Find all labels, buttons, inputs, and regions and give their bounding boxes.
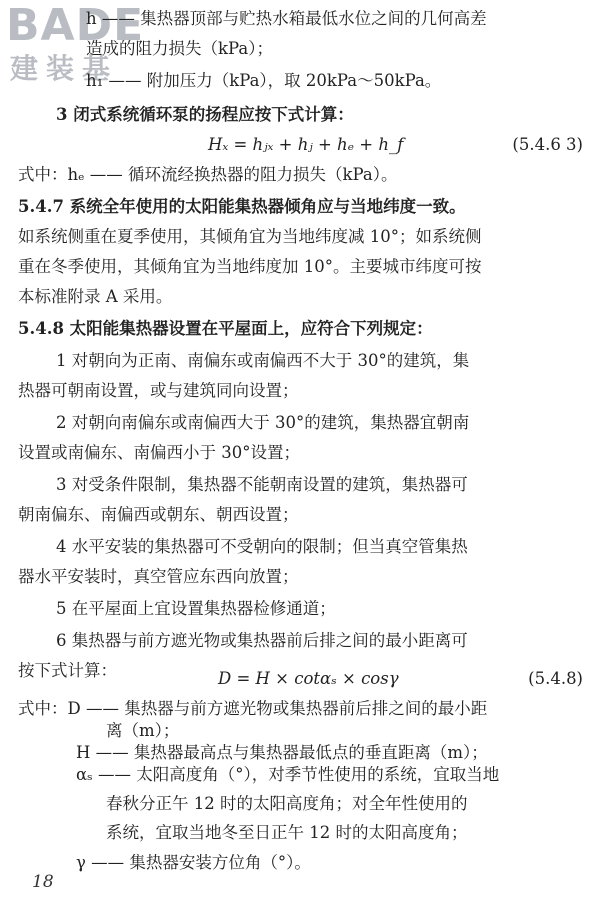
text-line: 器水平安装时，真空管应东西向放置；	[18, 567, 299, 586]
text-line: 朝南偏东、南偏西或朝东、朝西设置；	[18, 505, 299, 524]
text-line: 造成的阻力损失（kPa）；	[86, 39, 273, 58]
text-line: 本标准附录 A 采用。	[18, 287, 173, 306]
text-line: 3 对受条件限制，集热器不能朝南设置的建筑，集热器可	[56, 475, 468, 494]
text-line: 设置或南偏东、南偏西小于 30°设置；	[18, 443, 300, 462]
watermark-latin-text: BADE	[6, 0, 145, 51]
text-line: 按下式计算：	[18, 661, 117, 680]
clause-heading: 5.4.7 系统全年使用的太阳能集热器倾角应与当地纬度一致。	[18, 197, 466, 216]
text-line: 4 水平安装的集热器可不受朝向的限制；但当真空管集热	[56, 537, 468, 556]
page-number: 18	[32, 872, 54, 892]
text-line: 6 集热器与前方遮光物或集热器前后排之间的最小距离可	[56, 631, 468, 650]
text-line: 离（m）；	[106, 721, 180, 740]
text-line: 2 对朝向南偏东或南偏西大于 30°的建筑，集热器宜朝南	[56, 413, 470, 432]
text-line: γ —— 集热器安装方位角（°）。	[76, 853, 311, 872]
text-line: 系统，宜取当地冬至日正午 12 时的太阳高度角；	[106, 823, 468, 842]
text-line: 3 闭式系统循环泵的扬程应按下式计算：	[56, 105, 354, 124]
clause-heading: 5.4.8 太阳能集热器设置在平屋面上，应符合下列规定：	[18, 319, 433, 338]
text-line: 5 在平屋面上宜设置集热器检修通道；	[56, 599, 336, 618]
text-line: 式中：hₑ —— 循环流经换热器的阻力损失（kPa）。	[18, 165, 398, 184]
text-line: h₁ —— 附加压力（kPa），取 20kPa～50kPa。	[86, 71, 442, 90]
text-line: αₛ —— 太阳高度角（°），对季节性使用的系统，宜取当地	[76, 765, 500, 784]
text-line: 1 对朝向为正南、南偏东或南偏西不大于 30°的建筑，集	[56, 351, 470, 370]
text-line: 如系统侧重在夏季使用，其倾角宜为当地纬度减 10°；如系统侧	[18, 227, 482, 246]
text-line: h —— 集热器顶部与贮热水箱最低水位之间的几何高差	[86, 9, 487, 28]
text-line: 热器可朝南设置，或与建筑同向设置；	[18, 381, 299, 400]
equation-number: (5.4.6 3)	[512, 135, 583, 154]
equation: Hₓ = hⱼₓ + hⱼ + hₑ + h_f	[208, 135, 404, 154]
watermark-chinese-text: 建装基	[10, 52, 119, 85]
equation-number: (5.4.8)	[528, 669, 583, 688]
text-line: 春秋分正午 12 时的太阳高度角；对全年性使用的	[106, 794, 468, 813]
equation: D = H × cotαₛ × cosγ	[218, 669, 399, 688]
text-line: H —— 集热器最高点与集热器最低点的垂直距离（m）；	[76, 743, 488, 762]
text-line: 重在冬季使用，其倾角宜为当地纬度加 10°。主要城市纬度可按	[18, 257, 482, 276]
text-line: 式中：D —— 集热器与前方遮光物或集热器前后排之间的最小距	[18, 699, 488, 718]
